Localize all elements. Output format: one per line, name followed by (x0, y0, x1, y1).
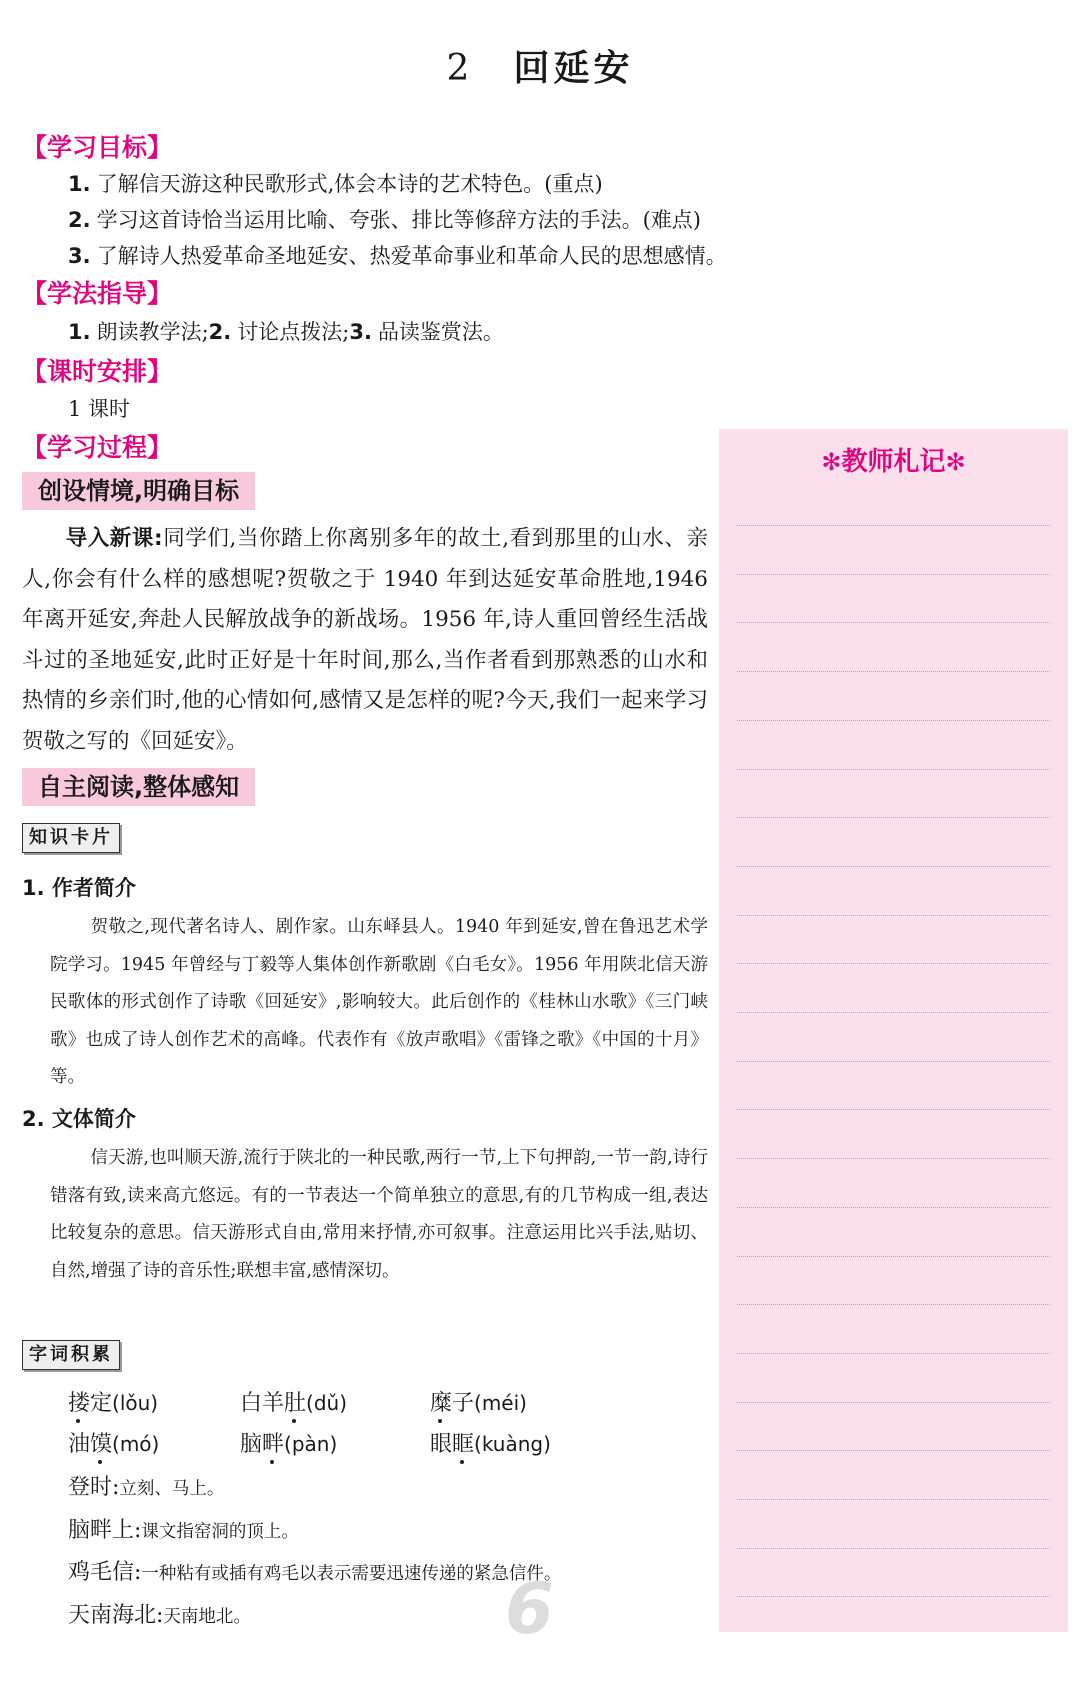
schedule-text: 1 课时 (68, 397, 131, 421)
notes-dotted-line (737, 1353, 1050, 1354)
method-number: 2. (208, 320, 232, 344)
vocab-word: 脑畔 (240, 1432, 285, 1457)
vocab-word: 白羊肚 (240, 1391, 307, 1416)
method-text: 朗读教学法; (96, 320, 209, 344)
vocab-word: 糜子 (430, 1391, 475, 1416)
method-number: 3. (349, 320, 372, 344)
notes-dotted-line (737, 1304, 1050, 1305)
definition-term: 鸡毛信: (68, 1560, 142, 1585)
goal-number: 3. (68, 244, 91, 268)
method-text: 讨论点拨法; (237, 320, 350, 344)
definition-term: 登时: (68, 1475, 120, 1500)
goal-text: 了解诗人热爱革命圣地延安、热爱革命事业和革命人民的思想感情。 (96, 244, 727, 268)
intro-text: 同学们,当你踏上你离别多年的故土,看到那里的山水、亲人,你会有什么样的感想呢?贺敬之于 1940 年到达延安革命胜地,1946 年离开延安,奔赴人民解放战争的新战场。1956 年,诗人重回曾经生活战斗过的圣地延安,此时正好是十年时间,那么,当作者看到那熟悉的山水和热情的乡亲们时,他的心情如何,感情又是怎样的呢?今天,我们一起来学习贺敬之写的《回延安》。 (22, 526, 708, 754)
emphasis-dot (292, 1419, 296, 1423)
genre-heading: 2. 文体简介 (22, 1107, 136, 1131)
goal-item (68, 168, 603, 198)
emphasis-dot (76, 1419, 80, 1423)
vocab-pinyin: (mó) (112, 1432, 160, 1456)
vocab-word: 搂定 (68, 1391, 113, 1416)
section-schedule: 【课时安排】 (22, 357, 173, 386)
notes-dotted-line (737, 1402, 1050, 1403)
goal-number: 2. (68, 208, 91, 232)
notes-dotted-line (737, 1012, 1050, 1013)
definition-item (68, 1470, 224, 1501)
goal-number: 1. (68, 172, 91, 196)
teacher-notes-title (719, 441, 1068, 478)
lesson-title: 回延安 (513, 48, 634, 89)
goal-item (68, 240, 727, 270)
vocab-card-label: 字词积累 (22, 1340, 120, 1370)
flower-icon: ✻ (945, 448, 966, 476)
definition-desc: 课文指窑洞的顶上。 (141, 1522, 299, 1542)
section-process: 【学习过程】 (22, 433, 173, 462)
notes-dotted-line (737, 1450, 1050, 1451)
method-text: 品读鉴赏法。 (377, 320, 504, 344)
lesson-number: 2 (446, 48, 474, 89)
definition-term: 脑畔上: (68, 1518, 142, 1543)
notes-dotted-line (737, 671, 1050, 672)
notes-dotted-line (737, 769, 1050, 770)
intro-lead: 导入新课: (65, 526, 163, 551)
author-body: 贺敬之,现代著名诗人、剧作家。山东峄县人。1940 年到延安,曾在鲁迅艺术学院学习。1945 年曾经与丁毅等人集体创作新歌剧《白毛女》。1956 年用陕北信天游民歌体的形式创作了诗歌《回延安》,影响较大。此后创作的《桂林山水歌》《三门峡歌》也成了诗人创作艺术的高峰。代表作有《放声歌唱》《雷锋之歌》《中国的十月》等。 (50, 917, 708, 1087)
definition-item (68, 1555, 561, 1586)
vocab-item (240, 1386, 347, 1417)
definition-item (68, 1513, 299, 1544)
page-number: 6 (505, 1568, 554, 1650)
vocab-item (240, 1427, 337, 1458)
vocab-pinyin: (méi) (474, 1391, 527, 1415)
notes-dotted-line (737, 915, 1050, 916)
methods-line (68, 316, 504, 346)
notes-dotted-line (737, 1499, 1050, 1500)
notes-dotted-line (737, 1109, 1050, 1110)
emphasis-dot (270, 1460, 274, 1464)
vocab-pinyin: (pàn) (284, 1432, 338, 1456)
notes-dotted-line (737, 866, 1050, 867)
definition-term: 天南海北: (68, 1603, 164, 1628)
vocab-item (68, 1386, 158, 1417)
vocab-item (430, 1427, 551, 1458)
section-methods: 【学法指导】 (22, 279, 173, 308)
notes-title-text: 教师札记 (841, 447, 946, 477)
author-text (50, 909, 708, 1097)
vocab-pinyin: (kuàng) (474, 1432, 551, 1456)
flower-icon: ✻ (821, 448, 842, 476)
author-heading: 1. 作者简介 (22, 876, 136, 900)
notes-dotted-line (737, 963, 1050, 964)
notes-dotted-line (737, 1548, 1050, 1549)
vocab-pinyin: (dǔ) (306, 1391, 347, 1415)
emphasis-dot (98, 1460, 102, 1464)
vocab-word: 眼眶 (430, 1432, 475, 1457)
vocab-item (68, 1427, 159, 1458)
definition-desc: 一种粘有或插有鸡毛以表示需要迅速传递的紧急信件。 (141, 1564, 562, 1584)
intro-paragraph (22, 519, 708, 762)
knowledge-card-label: 知识卡片 (22, 823, 120, 853)
notes-dotted-line (737, 1256, 1050, 1257)
notes-dotted-line (737, 1596, 1050, 1597)
vocab-pinyin: (lǒu) (112, 1391, 159, 1415)
notes-dotted-line (737, 525, 1050, 526)
notes-dotted-line (737, 817, 1050, 818)
section-goals: 【学习目标】 (22, 133, 173, 162)
definition-desc: 立刻、马上。 (119, 1479, 225, 1499)
band-reading: 自主阅读,整体感知 (22, 768, 255, 806)
definition-desc: 天南地北。 (163, 1607, 251, 1627)
goal-item (68, 204, 701, 234)
notes-dotted-line (737, 720, 1050, 721)
notes-dotted-line (737, 1207, 1050, 1208)
genre-text (50, 1140, 708, 1290)
definition-item (68, 1598, 251, 1629)
genre-body: 信天游,也叫顺天游,流行于陕北的一种民歌,两行一节,上下句押韵,一节一韵,诗行错落有致,读来高亢悠远。有的一节表达一个简单独立的意思,有的几节构成一组,表达比较复杂的意思。信天游形式自由,常用来抒情,亦可叙事。注意运用比兴手法,贴切、自然,增强了诗的音乐性;联想丰富,感情深切。 (50, 1148, 708, 1281)
emphasis-dot (438, 1419, 442, 1423)
vocab-item (430, 1386, 527, 1417)
page-title (0, 40, 1080, 91)
teacher-notes-panel (719, 429, 1068, 1632)
vocab-word: 油馍 (68, 1432, 113, 1457)
method-number: 1. (68, 320, 91, 344)
notes-dotted-line (737, 1061, 1050, 1062)
band-context: 创设情境,明确目标 (22, 472, 255, 510)
emphasis-dot (460, 1460, 464, 1464)
notes-dotted-line (737, 1158, 1050, 1159)
goal-text: 了解信天游这种民歌形式,体会本诗的艺术特色。(重点) (96, 172, 603, 196)
notes-dotted-line (737, 622, 1050, 623)
goal-text: 学习这首诗恰当运用比喻、夸张、排比等修辞方法的手法。(难点) (96, 208, 701, 232)
notes-dotted-line (737, 574, 1050, 575)
